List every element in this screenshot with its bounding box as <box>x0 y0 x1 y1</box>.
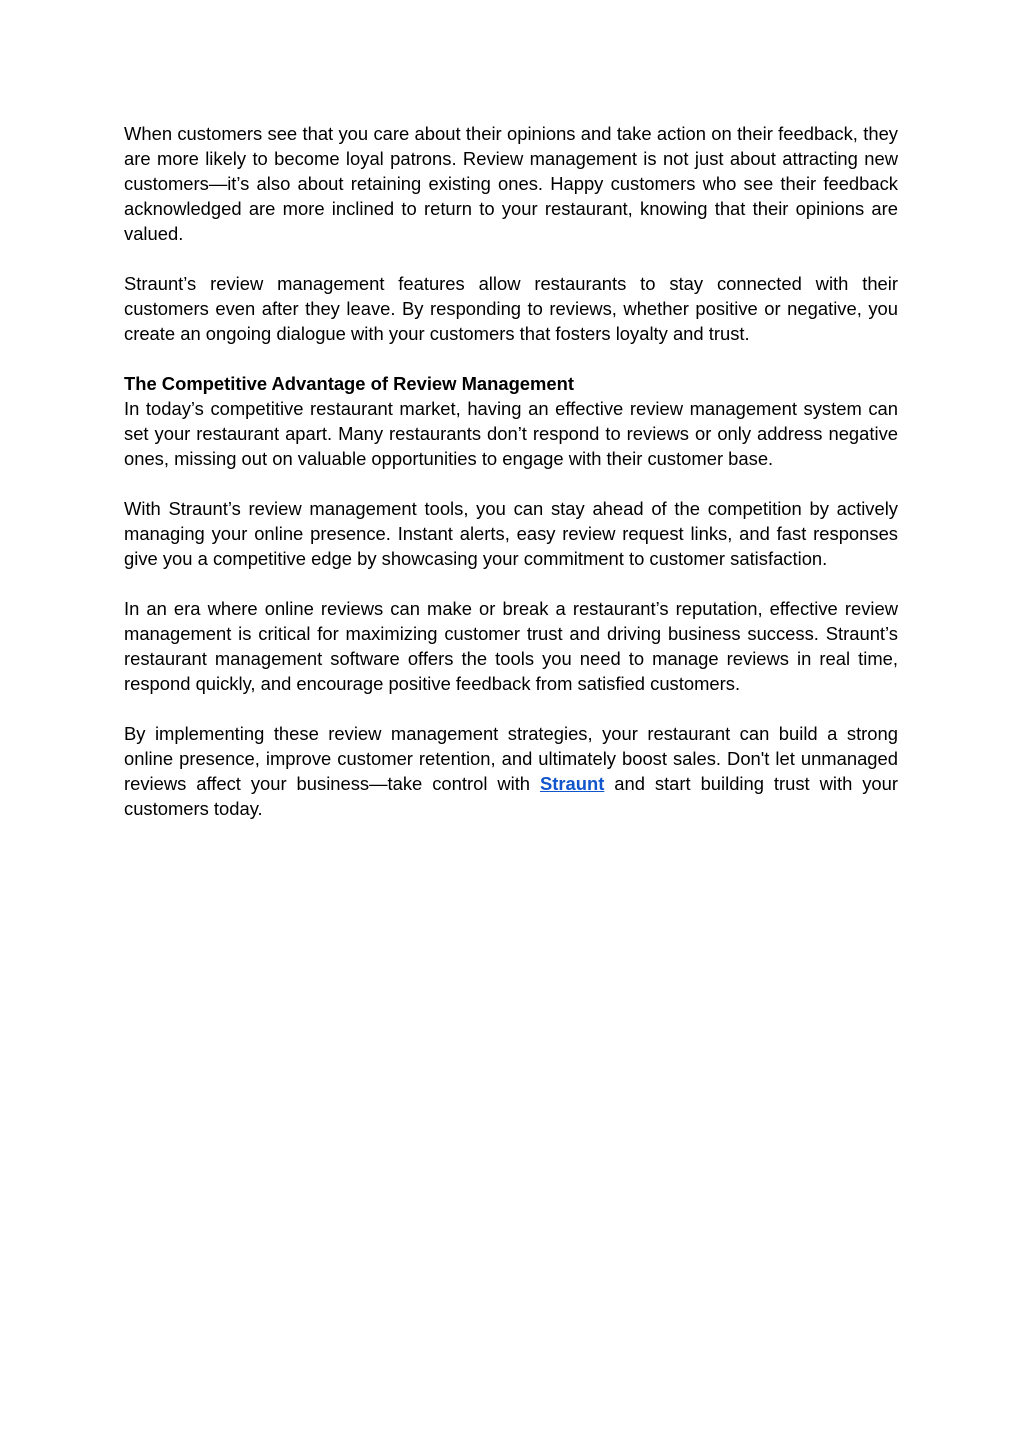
paragraph-online-reviews-era: In an era where online reviews can make or break a restaurant’s reputation, effective review management is critical for maximizing customer trust and driving business success. Straunt’s restaurant management software offers the tools you need to manage reviews in real time, respond quickly, and encourage positive feedback from satisfied customers. <box>124 598 898 694</box>
closing-text-after-link: and start building trust with your customers today. <box>124 773 898 819</box>
document-page <box>124 121 898 846</box>
closing-text-before-link: By implementing these review management strategies, your restaurant can build a strong online presence, improve customer retention, and ultimately boost sales. Don't let unmanaged reviews affect your business—take control with <box>124 723 898 794</box>
paragraph-review-tools: With Straunt’s review management tools, you can stay ahead of the competition by actively managing your online presence. Instant alerts, easy review request links, and fast responses give you a competitive edge by showcasing your commitment to customer satisfaction. <box>124 498 898 569</box>
paragraph-staying-connected: Straunt’s review management features allow restaurants to stay connected with their customers even after they leave. By responding to reviews, whether positive or negative, you create an ongoing dialogue with your customers that fosters loyalty and trust. <box>124 273 898 344</box>
paragraph-competitive-market: In today’s competitive restaurant market, having an effective review management system can set your restaurant apart. Many restaurants don’t respond to reviews or only address negative ones, missing out on valuable opportunities to engage with their customer base. <box>124 398 898 469</box>
section-heading: The Competitive Advantage of Review Management <box>124 373 574 394</box>
paragraph-loyalty: When customers see that you care about their opinions and take action on their feedback, they are more likely to become loyal patrons. Review management is not just about attracting new customers—it’s also about retaining existing ones. Happy customers who see their feedback acknowledged are more inclined to return to your restaurant, knowing that their opinions are valued. <box>124 123 898 244</box>
paragraph-closing <box>124 721 898 821</box>
straunt-link[interactable]: Straunt <box>539 773 605 794</box>
